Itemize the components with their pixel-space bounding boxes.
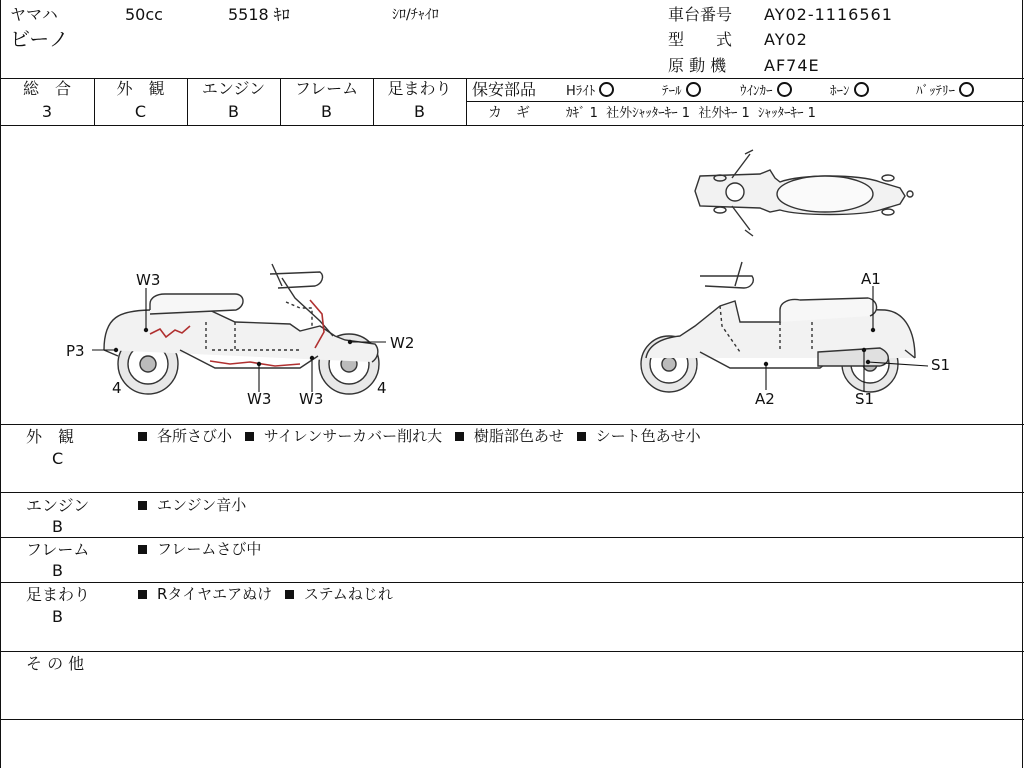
- damage-label: S1: [855, 390, 875, 408]
- divider: [0, 719, 1024, 720]
- ok-circle-icon: [959, 82, 974, 97]
- bullet-square-icon: [138, 545, 147, 554]
- damage-diagram: [0, 126, 1022, 424]
- bullet-square-icon: [285, 590, 294, 599]
- damage-label: W3: [136, 271, 161, 289]
- frame-no-label: 車台番号: [668, 5, 733, 24]
- type: AY02: [764, 30, 808, 49]
- bullet-square-icon: [455, 432, 464, 441]
- grade-value-engine: B: [228, 102, 239, 121]
- note-label-suspension: 足まわり: [26, 585, 91, 604]
- key-label: カ ギ: [488, 105, 530, 121]
- safety-item-horn: ﾎｰﾝ: [830, 82, 869, 99]
- key-list: ｶｷﾞ 1 社外ｼｬｯﾀｰｷｰ 1 社外ｷｰ 1 ｼｬｯﾀｰｷｰ 1: [566, 106, 816, 121]
- grade-label-engine: エンジン: [201, 79, 266, 98]
- note-label-other: そ の 他: [26, 654, 85, 673]
- damage-label: P3: [66, 342, 85, 360]
- bullet-square-icon: [138, 501, 147, 510]
- damage-label: 4: [377, 379, 387, 397]
- note-grade-engine: B: [52, 517, 63, 536]
- note-label-frame: フレーム: [26, 540, 90, 559]
- grade-label-exterior: 外 観: [116, 79, 165, 98]
- bullet-square-icon: [245, 432, 254, 441]
- note-grade-suspension: B: [52, 607, 63, 626]
- divider: [0, 537, 1024, 538]
- scooter-top-view-icon: [695, 150, 913, 236]
- damage-label: W2: [390, 334, 415, 352]
- divider: [466, 78, 467, 125]
- engine-label: 原 動 機: [668, 56, 727, 75]
- divider: [1022, 0, 1023, 768]
- note-grade-exterior: C: [52, 449, 64, 468]
- grade-value-frame: B: [321, 102, 332, 121]
- displacement: 50cc: [125, 5, 163, 24]
- note-label-engine: エンジン: [26, 496, 90, 515]
- note-items-suspension: Rタイヤエアぬけ ステムねじれ: [138, 586, 401, 603]
- damage-label: W3: [247, 390, 272, 408]
- ok-circle-icon: [854, 82, 869, 97]
- ok-circle-icon: [686, 82, 701, 97]
- frame-no: AY02-1116561: [764, 5, 893, 24]
- safety-item-winker: ｳｲﾝｶｰ: [740, 82, 792, 99]
- bullet-square-icon: [138, 590, 147, 599]
- note-items-engine: エンジン音小: [138, 497, 254, 514]
- damage-label: S1: [931, 356, 951, 374]
- damage-label: W3: [299, 390, 324, 408]
- engine: AF74E: [764, 56, 820, 75]
- safety-item-tail: ﾃｰﾙ: [662, 82, 701, 99]
- mileage: 5518 ｷﾛ: [228, 5, 290, 24]
- grade-value-overall: 3: [41, 102, 53, 121]
- maker: ヤマハ: [10, 5, 58, 24]
- safety-label: 保安部品: [472, 80, 537, 99]
- ok-circle-icon: [599, 82, 614, 97]
- grade-label-overall: 総 合: [22, 79, 71, 98]
- model-name: ビーノ: [10, 27, 69, 51]
- grade-label-frame: フレーム: [294, 79, 359, 98]
- divider: [0, 582, 1024, 583]
- note-items-exterior: 各所さび小 サイレンサーカバー削れ大 樹脂部色あせ シート色あせ小: [138, 428, 709, 445]
- safety-item-headlight: Hﾗｲﾄ: [566, 82, 614, 99]
- grade-label-suspension: 足まわり: [387, 79, 452, 98]
- safety-item-battery: ﾊﾞｯﾃﾘｰ: [916, 82, 974, 99]
- divider: [466, 101, 1024, 102]
- divider: [0, 492, 1024, 493]
- grade-value-suspension: B: [414, 102, 425, 121]
- bullet-square-icon: [577, 432, 586, 441]
- divider: [0, 651, 1024, 652]
- bullet-square-icon: [138, 432, 147, 441]
- damage-label: A2: [755, 390, 775, 408]
- damage-label: A1: [861, 270, 881, 288]
- divider: [0, 424, 1024, 425]
- note-items-frame: フレームさび中: [138, 541, 269, 558]
- note-label-exterior: 外 観: [26, 427, 75, 446]
- ok-circle-icon: [777, 82, 792, 97]
- grade-value-exterior: C: [134, 102, 147, 121]
- damage-label: 4: [112, 379, 122, 397]
- color: ｼﾛ/ﾁｬｲﾛ: [392, 7, 439, 23]
- type-label: 型 式: [668, 30, 733, 49]
- note-grade-frame: B: [52, 561, 63, 580]
